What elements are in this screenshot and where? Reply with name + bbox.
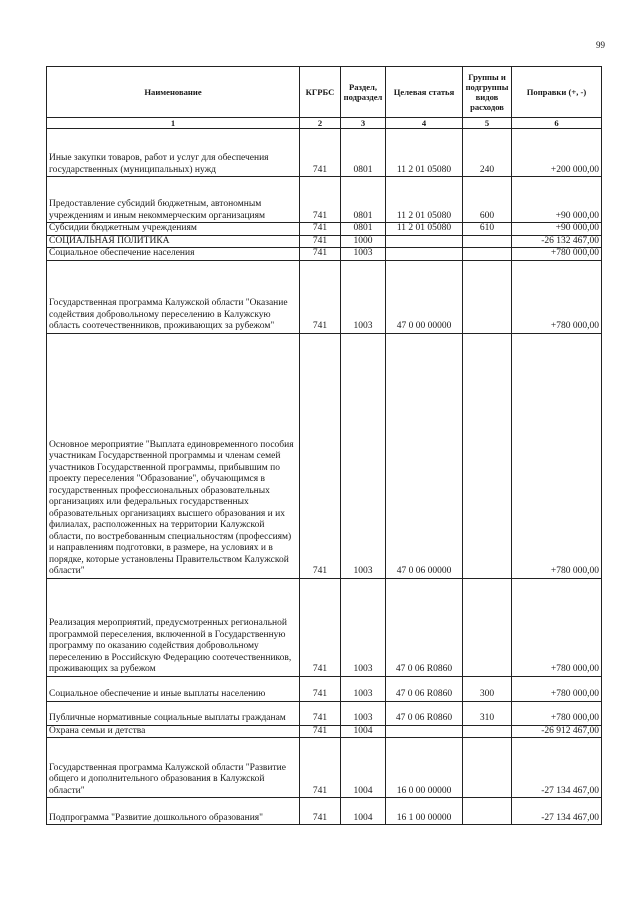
row-name: Предоставление субсидий бюджетным, автономным учреждениям и иным некоммерческим организациям bbox=[47, 177, 300, 223]
row-amount: -27 134 467,00 bbox=[512, 798, 602, 825]
column-number: 4 bbox=[386, 118, 463, 129]
header-target: Целевая статья bbox=[386, 67, 463, 118]
row-group bbox=[463, 725, 512, 738]
table-row bbox=[47, 798, 602, 825]
row-kgrbs: 741 bbox=[300, 578, 341, 676]
row-kgrbs: 741 bbox=[300, 177, 341, 223]
row-group bbox=[463, 260, 512, 333]
row-amount: +90 000,00 bbox=[512, 223, 602, 236]
row-target: 47 0 06 R0860 bbox=[386, 578, 463, 676]
row-name: Социальное обеспечение населения bbox=[47, 248, 300, 261]
row-name: Реализация мероприятий, предусмотренных региональной программой переселения, включенной в Государственную программу по оказанию содействия добровольному переселению в Российскую Федерацию соотечественников, проживающих за рубежом bbox=[47, 578, 300, 676]
header-kgrbs: КГРБС bbox=[300, 67, 341, 118]
table-header-row bbox=[47, 67, 602, 118]
row-target: 11 2 01 05080 bbox=[386, 177, 463, 223]
row-target bbox=[386, 248, 463, 261]
row-amount: -26 132 467,00 bbox=[512, 235, 602, 248]
row-group bbox=[463, 235, 512, 248]
row-kgrbs: 741 bbox=[300, 738, 341, 798]
row-group bbox=[463, 248, 512, 261]
row-target: 16 0 00 00000 bbox=[386, 738, 463, 798]
row-group bbox=[463, 578, 512, 676]
row-amount: +200 000,00 bbox=[512, 129, 602, 177]
row-amount: +780 000,00 bbox=[512, 701, 602, 725]
page-number: 99 bbox=[596, 40, 605, 50]
row-kgrbs: 741 bbox=[300, 260, 341, 333]
row-amount: +90 000,00 bbox=[512, 177, 602, 223]
row-target bbox=[386, 725, 463, 738]
header-section: Раздел, подраздел bbox=[341, 67, 386, 118]
row-name: Иные закупки товаров, работ и услуг для обеспечения государственных (муниципальных) нужд bbox=[47, 129, 300, 177]
table-body bbox=[47, 129, 602, 825]
row-section: 1003 bbox=[341, 248, 386, 261]
row-kgrbs: 741 bbox=[300, 129, 341, 177]
row-kgrbs: 741 bbox=[300, 248, 341, 261]
row-section: 1003 bbox=[341, 333, 386, 578]
row-group bbox=[463, 738, 512, 798]
row-section: 1004 bbox=[341, 725, 386, 738]
table-row bbox=[47, 248, 602, 261]
header-groups: Группы и подгруппы видов расходов bbox=[463, 67, 512, 118]
row-kgrbs: 741 bbox=[300, 333, 341, 578]
row-section: 0801 bbox=[341, 129, 386, 177]
row-target: 11 2 01 05080 bbox=[386, 223, 463, 236]
budget-table bbox=[46, 66, 602, 825]
row-name: Публичные нормативные социальные выплаты гражданам bbox=[47, 701, 300, 725]
row-name: Социальное обеспечение и иные выплаты населению bbox=[47, 676, 300, 701]
row-kgrbs: 741 bbox=[300, 725, 341, 738]
row-name: Государственная программа Калужской области "Оказание содействия добровольному переселению в Калужскую область соотечественников, проживающих за рубежом" bbox=[47, 260, 300, 333]
row-section: 1003 bbox=[341, 676, 386, 701]
row-section: 1004 bbox=[341, 738, 386, 798]
row-name: Государственная программа Калужской области "Развитие общего и дополнительного образования в Калужской области" bbox=[47, 738, 300, 798]
row-name: СОЦИАЛЬНАЯ ПОЛИТИКА bbox=[47, 235, 300, 248]
row-amount: -26 912 467,00 bbox=[512, 725, 602, 738]
column-number: 5 bbox=[463, 118, 512, 129]
row-group: 240 bbox=[463, 129, 512, 177]
row-group: 300 bbox=[463, 676, 512, 701]
row-section: 1003 bbox=[341, 260, 386, 333]
header-amount: Поправки (+, -) bbox=[512, 67, 602, 118]
row-section: 1003 bbox=[341, 578, 386, 676]
column-number-row bbox=[47, 118, 602, 129]
table-row bbox=[47, 333, 602, 578]
row-name: Подпрограмма "Развитие дошкольного образования" bbox=[47, 798, 300, 825]
row-target: 47 0 00 00000 bbox=[386, 260, 463, 333]
row-group: 310 bbox=[463, 701, 512, 725]
row-target: 47 0 06 R0860 bbox=[386, 701, 463, 725]
row-kgrbs: 741 bbox=[300, 676, 341, 701]
column-number: 1 bbox=[47, 118, 300, 129]
table-row bbox=[47, 578, 602, 676]
column-number: 2 bbox=[300, 118, 341, 129]
row-target: 16 1 00 00000 bbox=[386, 798, 463, 825]
header-name: Наименование bbox=[47, 67, 300, 118]
row-group bbox=[463, 798, 512, 825]
row-kgrbs: 741 bbox=[300, 798, 341, 825]
row-name: Охрана семьи и детства bbox=[47, 725, 300, 738]
row-section: 0801 bbox=[341, 177, 386, 223]
row-target: 11 2 01 05080 bbox=[386, 129, 463, 177]
row-kgrbs: 741 bbox=[300, 223, 341, 236]
row-section: 1000 bbox=[341, 235, 386, 248]
row-group bbox=[463, 333, 512, 578]
row-section: 1003 bbox=[341, 701, 386, 725]
table-row bbox=[47, 260, 602, 333]
row-amount: +780 000,00 bbox=[512, 260, 602, 333]
row-section: 0801 bbox=[341, 223, 386, 236]
table-row bbox=[47, 177, 602, 223]
row-amount: +780 000,00 bbox=[512, 333, 602, 578]
row-kgrbs: 741 bbox=[300, 701, 341, 725]
row-section: 1004 bbox=[341, 798, 386, 825]
row-amount: +780 000,00 bbox=[512, 248, 602, 261]
table-row bbox=[47, 738, 602, 798]
row-amount: -27 134 467,00 bbox=[512, 738, 602, 798]
row-target: 47 0 06 R0860 bbox=[386, 676, 463, 701]
row-name: Основное мероприятие "Выплата единовременного пособия участникам Государственной программы и членам семей участников Государственной программы, прибывшим по проекту переселения "Образование", обучающимся в государственных профессиональных образовательных организациях или федеральных государственных образовательных организациях высшего образования и их филиалах, расположенных на территории Калужской области, по востребованным специальностям (профессиям) и направлениям подготовки, в размере, на условиях и в порядке, которые установлены Правительством Калужской области" bbox=[47, 333, 300, 578]
row-target: 47 0 06 00000 bbox=[386, 333, 463, 578]
column-number: 6 bbox=[512, 118, 602, 129]
table-row bbox=[47, 223, 602, 236]
row-name: Субсидии бюджетным учреждениям bbox=[47, 223, 300, 236]
row-amount: +780 000,00 bbox=[512, 578, 602, 676]
table-row bbox=[47, 676, 602, 701]
row-group: 600 bbox=[463, 177, 512, 223]
column-number: 3 bbox=[341, 118, 386, 129]
row-kgrbs: 741 bbox=[300, 235, 341, 248]
table-row bbox=[47, 701, 602, 725]
row-target bbox=[386, 235, 463, 248]
row-amount: +780 000,00 bbox=[512, 676, 602, 701]
table-row bbox=[47, 129, 602, 177]
row-group: 610 bbox=[463, 223, 512, 236]
table-row bbox=[47, 235, 602, 248]
table-row bbox=[47, 725, 602, 738]
